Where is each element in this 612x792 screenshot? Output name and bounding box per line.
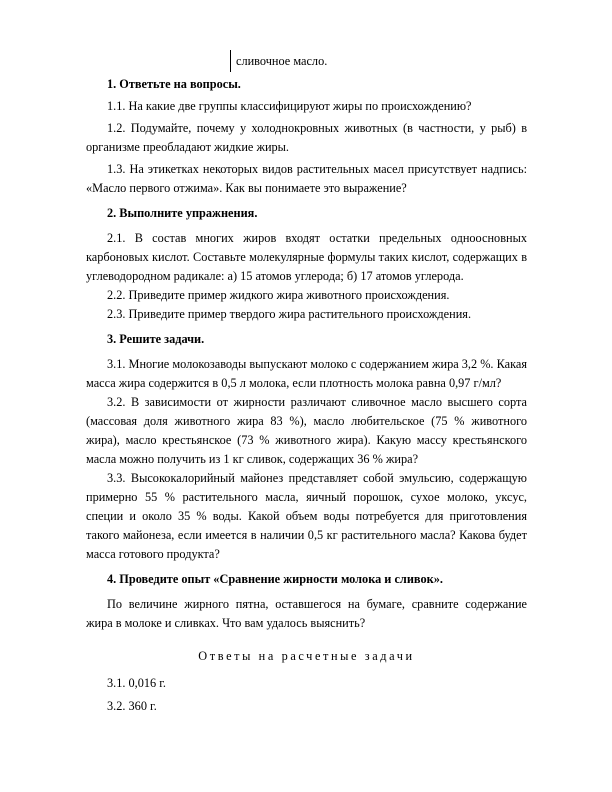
answers-title: Ответы на расчетные задачи <box>198 649 415 663</box>
section2-heading: 2. Выполните упражнения. <box>107 206 258 220</box>
exercise-2-3: 2.3. Приведите пример твердого жира растительного происхождения. <box>107 307 472 321</box>
experiment-text: По величине жирного пятна, оставшегося на бумаге, сравните содержание жира в молоке и сливках. Что вам удалось выяснить? <box>86 597 527 630</box>
section4-heading: 4. Проведите опыт «Сравнение жирности молока и сливок». <box>107 572 443 586</box>
text-cursor <box>230 50 231 72</box>
question-1-2: 1.2. Подумайте, почему у холоднокровных животных (в частности, у рыб) в организме преобладают жидкие жиры. <box>86 121 527 154</box>
problem-3-1: 3.1. Многие молокозаводы выпускают молоко с содержанием жира 3,2 %. Какая масса жира содержится в 0,5 л молока, если плотность молока равна 0,97 г/мл? <box>86 357 527 390</box>
exercise-2-2: 2.2. Приведите пример жидкого жира животного происхождения. <box>107 288 450 302</box>
problem-3-2: 3.2. В зависимости от жирности различают сливочное масло высшего сорта (массовая доля животного жира 83 %), масло любительское (75 % животного жира), масло крестьянское (73 % животного жира). Какую массу крестьянского масла можно получить из 1 кг сливок, содержащих 36 % жира? <box>86 395 527 466</box>
question-1-3: 1.3. На этикетках некоторых видов растительных масел присутствует надпись: «Масло первого отжима». Как вы понимаете это выражение? <box>86 162 527 195</box>
top-fragment-text: сливочное масло. <box>236 54 328 68</box>
answer-3-1: 3.1. 0,016 г. <box>107 676 166 690</box>
answer-3-2: 3.2. 360 г. <box>107 699 157 713</box>
top-fragment-line <box>86 52 527 71</box>
document-body <box>86 52 527 720</box>
section1-heading: 1. Ответьте на вопросы. <box>107 77 241 91</box>
problem-3-3: 3.3. Высококалорийный майонез представляет собой эмульсию, содержащую примерно 55 % растительного масла, яичный порошок, сухое молоко, уксус, специи и около 35 % воды. Какой объем воды потребуется для приготовления такого майонеза, если имеется в наличии 0,5 кг растительного масла? Какова будет масса готового продукта? <box>86 471 527 561</box>
section3-heading: 3. Решите задачи. <box>107 332 205 346</box>
exercise-2-1: 2.1. В состав многих жиров входят остатки предельных одноосновных карбоновых кислот. Составьте молекулярные формулы таких кислот, содержащих в углеводородном радикале: а) 15 атомов углерода; б) 17 атомов углерода. <box>86 231 527 283</box>
question-1-1: 1.1. На какие две группы классифицируют жиры по происхождению? <box>107 99 472 113</box>
